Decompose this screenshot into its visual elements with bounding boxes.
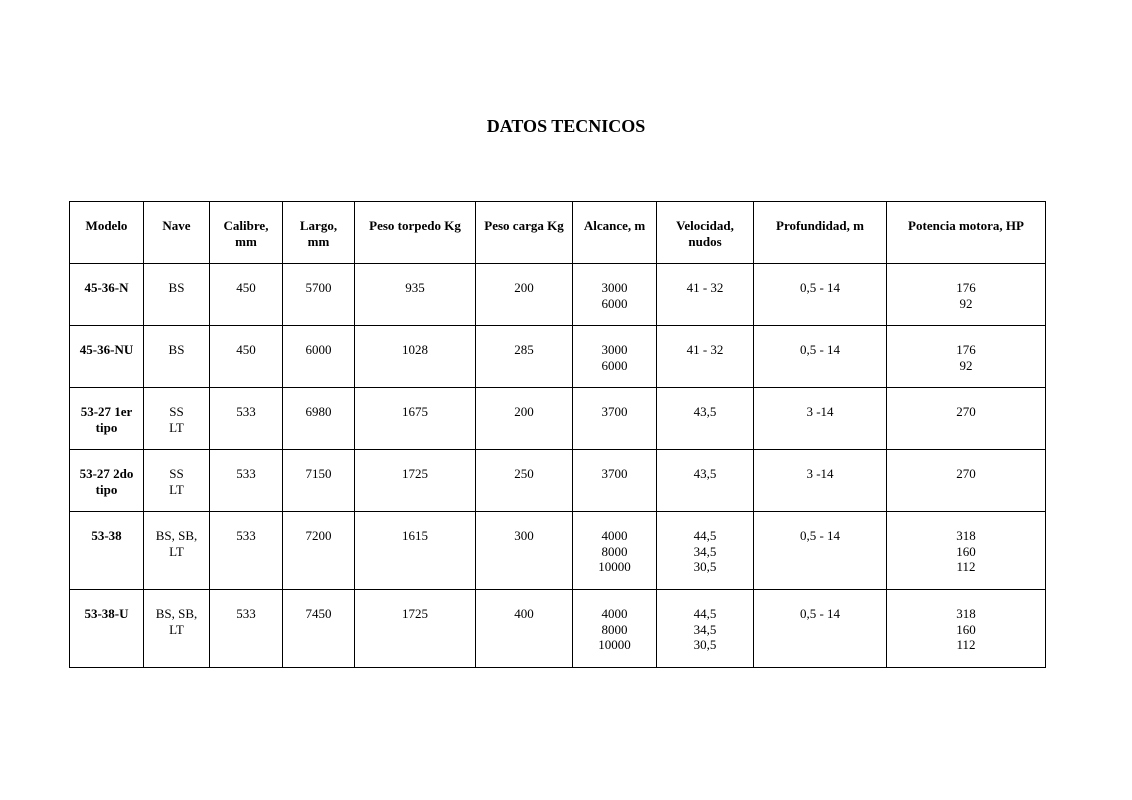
cell-calibre: 450 xyxy=(210,264,283,326)
table-row xyxy=(70,264,1046,326)
table-row xyxy=(70,590,1046,668)
cell-profundidad: 3 -14 xyxy=(754,450,887,512)
cell-alcance: 3000 6000 xyxy=(573,264,657,326)
cell-peso-carga: 250 xyxy=(476,450,573,512)
cell-peso-carga: 300 xyxy=(476,512,573,590)
cell-calibre: 533 xyxy=(210,450,283,512)
cell-potencia: 176 92 xyxy=(887,264,1046,326)
cell-nave: BS, SB, LT xyxy=(144,590,210,668)
cell-nave: BS xyxy=(144,264,210,326)
table-row xyxy=(70,512,1046,590)
header-peso-torpedo: Peso torpedo Kg xyxy=(355,202,476,264)
cell-peso-carga: 285 xyxy=(476,326,573,388)
cell-nave: SS LT xyxy=(144,450,210,512)
header-potencia: Potencia motora, HP xyxy=(887,202,1046,264)
header-profundidad: Profundidad, m xyxy=(754,202,887,264)
cell-velocidad: 41 - 32 xyxy=(657,264,754,326)
cell-largo: 6000 xyxy=(283,326,355,388)
cell-profundidad: 0,5 - 14 xyxy=(754,512,887,590)
cell-potencia: 270 xyxy=(887,450,1046,512)
cell-potencia: 270 xyxy=(887,388,1046,450)
header-calibre: Calibre, mm xyxy=(210,202,283,264)
cell-calibre: 533 xyxy=(210,590,283,668)
cell-peso-torpedo: 1028 xyxy=(355,326,476,388)
cell-nave: BS, SB, LT xyxy=(144,512,210,590)
cell-nave: SS LT xyxy=(144,388,210,450)
cell-profundidad: 0,5 - 14 xyxy=(754,264,887,326)
technical-data-table xyxy=(69,201,1046,668)
cell-modelo: 45-36-N xyxy=(70,264,144,326)
cell-largo: 6980 xyxy=(283,388,355,450)
cell-potencia: 318 160 112 xyxy=(887,590,1046,668)
cell-alcance: 4000 8000 10000 xyxy=(573,590,657,668)
cell-peso-torpedo: 1725 xyxy=(355,590,476,668)
cell-profundidad: 3 -14 xyxy=(754,388,887,450)
cell-nave: BS xyxy=(144,326,210,388)
header-modelo: Modelo xyxy=(70,202,144,264)
cell-velocidad: 43,5 xyxy=(657,388,754,450)
cell-alcance: 3700 xyxy=(573,450,657,512)
table-row xyxy=(70,388,1046,450)
cell-velocidad: 43,5 xyxy=(657,450,754,512)
cell-largo: 7450 xyxy=(283,590,355,668)
page-title: DATOS TECNICOS xyxy=(486,116,646,136)
cell-largo: 5700 xyxy=(283,264,355,326)
cell-peso-torpedo: 1675 xyxy=(355,388,476,450)
cell-peso-carga: 200 xyxy=(476,264,573,326)
header-nave: Nave xyxy=(144,202,210,264)
table-row xyxy=(70,326,1046,388)
cell-modelo: 53-27 1er tipo xyxy=(70,388,144,450)
table-header-row xyxy=(70,202,1046,264)
cell-calibre: 450 xyxy=(210,326,283,388)
cell-largo: 7150 xyxy=(283,450,355,512)
cell-modelo: 45-36-NU xyxy=(70,326,144,388)
cell-velocidad: 41 - 32 xyxy=(657,326,754,388)
cell-alcance: 4000 8000 10000 xyxy=(573,512,657,590)
header-largo: Largo, mm xyxy=(283,202,355,264)
cell-peso-torpedo: 1615 xyxy=(355,512,476,590)
cell-velocidad: 44,5 34,5 30,5 xyxy=(657,590,754,668)
cell-velocidad: 44,5 34,5 30,5 xyxy=(657,512,754,590)
cell-calibre: 533 xyxy=(210,388,283,450)
cell-potencia: 318 160 112 xyxy=(887,512,1046,590)
cell-modelo: 53-27 2do tipo xyxy=(70,450,144,512)
cell-peso-carga: 400 xyxy=(476,590,573,668)
cell-profundidad: 0,5 - 14 xyxy=(754,326,887,388)
cell-calibre: 533 xyxy=(210,512,283,590)
header-peso-carga: Peso carga Kg xyxy=(476,202,573,264)
cell-peso-torpedo: 935 xyxy=(355,264,476,326)
cell-alcance: 3000 6000 xyxy=(573,326,657,388)
cell-peso-carga: 200 xyxy=(476,388,573,450)
cell-modelo: 53-38 xyxy=(70,512,144,590)
cell-peso-torpedo: 1725 xyxy=(355,450,476,512)
cell-profundidad: 0,5 - 14 xyxy=(754,590,887,668)
header-velocidad: Velocidad, nudos xyxy=(657,202,754,264)
cell-modelo: 53-38-U xyxy=(70,590,144,668)
cell-largo: 7200 xyxy=(283,512,355,590)
cell-potencia: 176 92 xyxy=(887,326,1046,388)
cell-alcance: 3700 xyxy=(573,388,657,450)
header-alcance: Alcance, m xyxy=(573,202,657,264)
table-row xyxy=(70,450,1046,512)
